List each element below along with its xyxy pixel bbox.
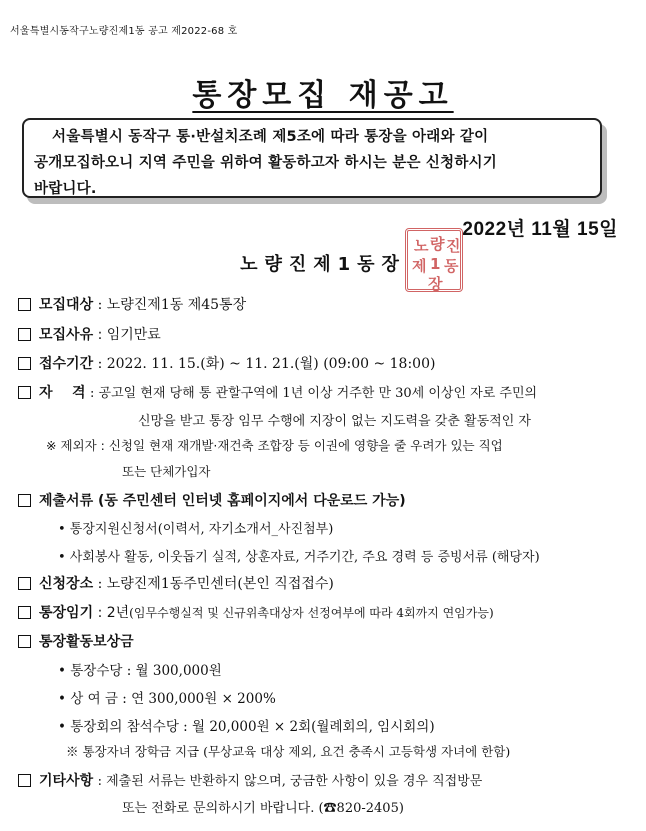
checkbox-square-icon	[18, 606, 31, 619]
compensation-note: ※ 통장자녀 장학금 지급 (무상교육 대상 제외, 요건 충족시 고등학생 자녀에 한함)	[66, 744, 511, 759]
checkbox-square-icon	[18, 298, 31, 311]
other-label: 기타사항	[39, 773, 94, 789]
documents-bullet-1: • 통장지원신청서(이력서, 자기소개서_사진첨부)	[58, 522, 334, 537]
intro-box	[22, 118, 602, 198]
other-line-2: 또는 전화로 문의하시기 바랍니다. (☎820-2405)	[122, 801, 404, 816]
item-qualification	[18, 382, 537, 402]
item-reason	[18, 324, 161, 344]
checkbox-square-icon	[18, 635, 31, 648]
item-place	[18, 573, 334, 593]
seal-glyph: 노	[414, 237, 429, 255]
checkbox-square-icon	[18, 357, 31, 370]
period-label: 접수기간	[39, 356, 94, 372]
period-value: : 2022. 11. 15.(화) ~ 11. 21.(월) (09:00 ~ 18:00)	[97, 356, 436, 372]
checkbox-square-icon	[18, 386, 31, 399]
item-other	[18, 770, 482, 790]
item-exclusion	[46, 436, 503, 454]
seal-glyph: 제	[412, 257, 427, 275]
compensation-bullet-2: • 상 여 금 : 연 300,000원 × 200%	[58, 691, 276, 707]
compensation-bullet-3: • 통장회의 참석수당 : 월 20,000원 × 2회(월례회의, 임시회의)	[58, 719, 435, 735]
seal-glyph: 1	[430, 255, 441, 273]
checkbox-square-icon	[18, 494, 31, 507]
qualification-line-2: 신망을 받고 통장 임무 수행에 지장이 없는 지도력을 갖춘 활동적인 자	[138, 414, 531, 429]
documents-bullet-2: • 사회봉사 활동, 이웃돕기 실적, 상훈자료, 거주기간, 주요 경력 등 증빙서류 (해당자)	[58, 550, 540, 565]
qualification-line-1: : 공고일 현재 당해 통 관할구역에 1년 이상 거주한 만 30세 이상인 자로 주민의	[90, 386, 538, 401]
reason-label: 모집사유	[39, 327, 94, 343]
document-number: 서울특별시동작구노량진제1동 공고 제2022-68 호	[10, 26, 238, 37]
seal-glyph: 량	[430, 235, 445, 253]
term-label: 통장임기	[39, 605, 94, 621]
exclusion-line-1: : 신청일 현재 재개발·재건축 조합장 등 이권에 영향을 줄 우려가 있는 직업	[100, 438, 503, 453]
exclusion-line-2: 또는 단체가입자	[122, 464, 211, 479]
office-name: 노량진제1동장	[240, 254, 406, 275]
target-value: : 노량진제1동 제45통장	[97, 297, 247, 313]
seal-glyph: 동	[444, 257, 459, 275]
checkbox-square-icon	[18, 577, 31, 590]
seal-glyph: 장	[428, 275, 443, 293]
intro-line-1: 서울특별시 동작구 통·반설치조례 제5조에 따라 통장을 아래와 같이	[52, 129, 489, 145]
qualification-label: 자 격	[39, 385, 86, 401]
checkbox-square-icon	[18, 774, 31, 787]
place-value: : 노량진제1동주민센터(본인 직접접수)	[97, 576, 334, 592]
item-documents	[18, 490, 406, 510]
compensation-bullet-1: • 통장수당 : 월 300,000원	[58, 663, 222, 679]
compensation-label: 통장활동보상금	[39, 634, 134, 650]
announcement-date: 2022년 11월 15일	[462, 219, 618, 240]
place-label: 신청장소	[39, 576, 94, 592]
target-label: 모집대상	[39, 297, 94, 313]
reason-value: : 임기만료	[97, 327, 161, 343]
intro-line-2: 공개모집하오니 지역 주민을 위하여 활동하고자 하시는 분은 신청하시기	[34, 155, 497, 171]
item-compensation	[18, 631, 134, 651]
page-title	[0, 70, 646, 114]
seal-glyph: 진	[446, 237, 461, 255]
other-line-1: : 제출된 서류는 반환하지 않으며, 궁금한 사항이 있을 경우 직접방문	[97, 774, 483, 789]
term-value: : 2년	[97, 605, 130, 621]
checkbox-square-icon	[18, 328, 31, 341]
page-title-text: 통장모집 재공고	[192, 78, 454, 113]
exclusion-label: ※ 제외자	[46, 438, 97, 453]
term-note: (임무수행실적 및 신규위촉대상자 선정여부에 따라 4회까지 연임가능)	[129, 606, 494, 620]
documents-label: 제출서류 (동 주민센터 인터넷 홈페이지에서 다운로드 가능)	[39, 493, 406, 509]
intro-line-3: 바랍니다.	[34, 181, 97, 197]
item-target	[18, 294, 246, 314]
item-period	[18, 353, 435, 373]
item-term	[18, 602, 494, 622]
